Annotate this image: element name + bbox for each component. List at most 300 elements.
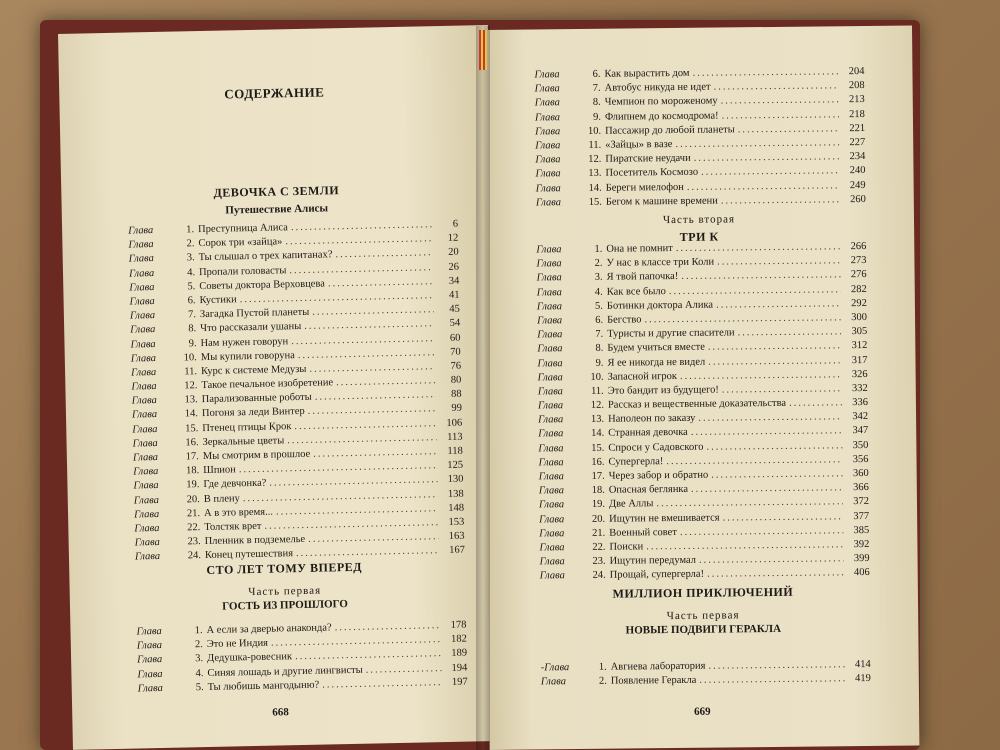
- dot-leader: [673, 241, 841, 254]
- chapter-title: Появление Геракла: [610, 674, 697, 687]
- dot-leader: [711, 80, 839, 92]
- chapter-number: 6.: [592, 68, 601, 80]
- chapter-page: 60: [449, 332, 461, 344]
- chapter-word: Глава: [535, 182, 561, 194]
- chapter-word: -Глава: [540, 662, 570, 674]
- chapter-title: Авгиева лаборатория: [610, 660, 706, 673]
- dot-leader: [333, 375, 435, 388]
- chapter-page: 54: [449, 317, 461, 330]
- chapter-number: 2.: [594, 257, 603, 270]
- chapter-page: 227: [849, 136, 866, 149]
- chapter-page: 163: [448, 530, 465, 543]
- chapter-number: 3.: [195, 653, 204, 665]
- chapter-page: 347: [852, 425, 869, 437]
- dot-leader: [325, 276, 434, 289]
- chapter-word: Глава: [128, 267, 155, 280]
- dot-leader: [698, 166, 840, 178]
- chapter-page: 240: [849, 165, 866, 177]
- chapter-page: 266: [850, 240, 867, 253]
- chapter-number: 18.: [185, 465, 200, 477]
- chapter-word: Глава: [137, 654, 163, 666]
- chapter-word: Глава: [134, 537, 160, 549]
- dot-leader: [703, 440, 842, 452]
- chapter-page: 312: [851, 340, 868, 352]
- chapter-word: Глава: [538, 442, 564, 455]
- chapter-title: Пассажир до любой планеты: [605, 124, 735, 137]
- chapter-page: 260: [849, 193, 866, 205]
- chapter-word: Глава: [539, 513, 565, 525]
- dot-leader: [684, 180, 840, 193]
- chapter-number: 22.: [187, 522, 201, 534]
- dot-leader: [705, 355, 841, 367]
- chapter-word: Глава: [540, 676, 566, 688]
- chapter-number: 1.: [194, 625, 203, 637]
- chapter-word: Глава: [535, 154, 561, 166]
- chapter-word: Глава: [537, 386, 563, 398]
- chapter-title: Мы смотрим в прошлое: [202, 448, 311, 463]
- chapter-page: 332: [851, 382, 868, 395]
- dot-leader: [718, 194, 840, 206]
- chapter-page: 113: [447, 431, 463, 443]
- chapter-number: 1.: [186, 224, 195, 236]
- dot-leader: [677, 369, 842, 382]
- chapter-page: 204: [848, 65, 865, 78]
- chapter-number: 17.: [591, 470, 605, 482]
- chapter-number: 13.: [590, 413, 605, 426]
- chapter-word: Глава: [537, 400, 564, 412]
- chapter-page: 148: [448, 502, 465, 514]
- chapter-page: 377: [853, 510, 870, 522]
- dot-leader: [363, 663, 442, 676]
- toc-entry: [541, 673, 871, 691]
- chapter-word: Глава: [538, 414, 564, 426]
- chapter-number: 4.: [187, 266, 196, 278]
- chapter-title: Что рассказали ушаны: [200, 321, 302, 335]
- chapter-word: Глава: [133, 480, 159, 492]
- chapter-title: Это бандит из будущего!: [607, 384, 719, 397]
- chapter-page: 106: [446, 417, 463, 429]
- chapter-title: Ты слышал о трех капитанах?: [198, 249, 333, 264]
- chapter-title: Дедушка-ровесник: [207, 651, 293, 665]
- chapter-page: 80: [450, 374, 462, 386]
- chapter-word: Глава: [537, 371, 563, 384]
- chapter-number: 23.: [187, 536, 201, 548]
- chapter-title: Мы купили говоруна: [200, 349, 295, 363]
- chapter-page: 305: [851, 326, 868, 338]
- chapter-word: Глава: [538, 485, 564, 497]
- chapter-number: 2.: [186, 238, 195, 250]
- chapter-number: 16.: [591, 456, 605, 468]
- dot-leader: [293, 545, 439, 559]
- chapter-title: Наполеон по заказу: [608, 413, 696, 425]
- chapter-title: Пленник в подземелье: [204, 534, 306, 548]
- chapter-page: 221: [849, 122, 866, 134]
- chapter-title: Загадка Пустой планеты: [199, 306, 310, 321]
- chapter-number: 16.: [185, 436, 199, 449]
- chapter-title: Преступница Алиса: [198, 222, 289, 236]
- chapter-page: 372: [853, 496, 870, 508]
- chapter-page: 194: [451, 662, 468, 674]
- dot-leader: [663, 454, 842, 467]
- chapter-word: Глава: [538, 456, 564, 469]
- dot-leader: [672, 137, 839, 150]
- chapter-number: 2.: [598, 675, 607, 687]
- dot-leader: [332, 620, 441, 633]
- dot-leader: [643, 539, 843, 552]
- chapter-word: Глава: [134, 551, 161, 563]
- chapter-page: 249: [849, 179, 866, 191]
- chapter-word: Глава: [538, 471, 564, 483]
- dot-leader: [719, 511, 843, 523]
- chapter-word: Глава: [536, 315, 563, 327]
- part-title-3: ТРИ К: [679, 229, 719, 244]
- chapter-page: 414: [854, 658, 871, 671]
- dot-leader: [677, 525, 843, 538]
- chapter-word: Глава: [539, 556, 565, 568]
- chapter-page: 99: [451, 403, 463, 415]
- chapter-page: 350: [852, 439, 869, 451]
- dot-leader: [292, 648, 441, 662]
- chapter-word: Глава: [536, 244, 562, 256]
- chapter-title: Военный совет: [609, 526, 677, 539]
- chapter-word: Глава: [128, 225, 154, 237]
- chapter-title: Бегом к машине времени: [605, 195, 718, 208]
- chapter-number: 15.: [185, 422, 199, 435]
- chapter-number: 20.: [591, 513, 606, 525]
- chapter-number: 12.: [184, 380, 198, 392]
- dot-leader: [284, 432, 437, 446]
- chapter-page: 197: [451, 676, 468, 688]
- dot-leader: [291, 418, 436, 432]
- spine-headband: [479, 30, 487, 70]
- chapter-title: Ты любишь мангодыню?: [207, 679, 320, 693]
- chapter-title: Автобус никуда не идет: [604, 81, 711, 94]
- dot-leader: [718, 95, 839, 107]
- chapter-word: Глава: [136, 625, 162, 638]
- chapter-title: Где девчонка?: [203, 478, 267, 491]
- chapter-word: Глава: [536, 286, 562, 299]
- page-number-left: 668: [272, 706, 289, 719]
- chapter-word: Глава: [129, 295, 155, 308]
- chapter-page: 76: [450, 360, 462, 372]
- chapter-title: В плену: [203, 492, 240, 505]
- chapter-title: Она не помнит: [606, 243, 673, 255]
- chapter-title: Нам нужен говорун: [200, 335, 289, 349]
- dot-leader: [309, 304, 434, 318]
- chapter-title: Супергерла!: [608, 455, 664, 468]
- chapter-page: 130: [447, 473, 464, 486]
- chapter-number: 5.: [187, 280, 196, 293]
- chapter-number: 5.: [195, 681, 204, 694]
- chapter-title: Ищутин не вмешивается: [609, 512, 720, 525]
- chapter-title: Посетитель Космозо: [605, 167, 699, 180]
- chapter-title: Кустики: [199, 294, 237, 307]
- chapter-page: 182: [450, 633, 467, 646]
- chapter-title: Две Аллы: [608, 498, 654, 511]
- chapter-word: Глава: [538, 499, 565, 511]
- chapter-number: 11.: [590, 385, 604, 397]
- chapter-number: 11.: [184, 366, 198, 378]
- chapter-number: 14.: [588, 182, 602, 194]
- toc-list-5: [541, 659, 871, 691]
- chapter-page: 419: [855, 673, 871, 685]
- chapter-word: Глава: [534, 97, 560, 109]
- chapter-word: Глава: [131, 409, 158, 421]
- chapter-title: У нас в классе три Коли: [606, 256, 715, 269]
- chapter-number: 10.: [183, 351, 197, 364]
- dot-leader: [273, 503, 438, 517]
- chapter-word: Глава: [132, 451, 159, 464]
- chapter-number: 23.: [592, 555, 606, 567]
- chapter-number: 8.: [592, 97, 601, 109]
- dot-leader: [688, 426, 842, 439]
- chapter-title: Рассказ и вещественные доказательства: [607, 397, 787, 411]
- chapter-number: 21.: [186, 507, 201, 520]
- dot-leader: [286, 262, 433, 276]
- chapter-word: Глава: [132, 423, 158, 436]
- chapter-number: 4.: [195, 667, 204, 679]
- chapter-title: Советы доктора Верховцева: [199, 278, 326, 292]
- chapter-word: Глава: [534, 69, 560, 81]
- toc-entry: [540, 567, 870, 585]
- chapter-title: Пиратские неудачи: [605, 152, 691, 165]
- contents-heading: СОДЕРЖАНИЕ: [224, 84, 325, 102]
- chapter-title: Погоня за леди Винтер: [201, 406, 305, 420]
- section-subtitle-1: Путешествие Алисы: [225, 202, 329, 217]
- toc-list-3: [534, 66, 865, 211]
- chapter-number: 5.: [594, 300, 603, 312]
- chapter-number: 1.: [594, 243, 603, 255]
- toc-list-1: [128, 219, 465, 566]
- chapter-page: 41: [448, 289, 460, 301]
- chapter-word: Глава: [537, 343, 563, 355]
- dot-leader: [713, 298, 841, 310]
- dot-leader: [288, 333, 435, 347]
- section-title-3: МИЛЛИОН ПРИКЛЮЧЕНИЙ: [612, 584, 794, 601]
- chapter-page: 356: [852, 453, 869, 465]
- chapter-word: Глава: [130, 352, 157, 365]
- left-page: [58, 25, 503, 750]
- chapter-page: 273: [850, 255, 867, 267]
- book-gutter: [476, 26, 490, 750]
- chapter-title: А в это время...: [203, 506, 274, 519]
- chapter-number: 15.: [588, 196, 602, 208]
- chapter-number: 3.: [186, 252, 195, 264]
- dot-leader: [735, 123, 839, 135]
- chapter-title: Это не Индия: [206, 637, 269, 651]
- chapter-page: 392: [853, 538, 870, 551]
- chapter-word: Глава: [131, 395, 157, 407]
- chapter-number: 15.: [591, 442, 605, 454]
- chapter-number: 14.: [184, 408, 199, 420]
- right-page: [482, 25, 920, 749]
- chapter-page: 342: [852, 411, 869, 423]
- chapter-word: Глава: [136, 640, 163, 652]
- chapter-number: 22.: [592, 541, 606, 553]
- chapter-word: Глава: [535, 196, 561, 209]
- chapter-page: 336: [852, 397, 868, 409]
- chapter-page: 178: [450, 619, 467, 631]
- chapter-word: Глава: [536, 300, 563, 313]
- toc-list-2: [136, 620, 467, 698]
- chapter-word: Глава: [130, 366, 157, 379]
- chapter-word: Глава: [536, 258, 562, 270]
- chapter-page: 292: [851, 297, 867, 309]
- chapter-title: Запасной игрок: [607, 370, 678, 383]
- chapter-word: Глава: [536, 272, 562, 284]
- section-subtitle-2: ГОСТЬ ИЗ ПРОШЛОГО: [222, 598, 348, 613]
- chapter-title: Поиски: [609, 541, 644, 553]
- chapter-number: 24.: [592, 570, 606, 582]
- chapter-page: 153: [448, 516, 465, 528]
- dot-leader: [696, 673, 845, 686]
- chapter-title: Пропали головасты: [198, 264, 287, 278]
- chapter-title: Чемпион по мороженому: [604, 95, 718, 109]
- chapter-word: Глава: [537, 329, 563, 341]
- chapter-page: 317: [851, 354, 868, 366]
- chapter-page: 282: [850, 283, 867, 295]
- chapter-title: Береги миелофон: [605, 181, 684, 194]
- chapter-title: А если за дверью анаконда?: [206, 622, 332, 637]
- chapter-word: Глава: [128, 253, 154, 265]
- section-title-2: СТО ЛЕТ ТОМУ ВПЕРЕД: [206, 559, 363, 578]
- chapter-number: 9.: [188, 337, 197, 349]
- chapter-word: Глава: [130, 324, 156, 336]
- chapter-page: 6: [452, 218, 459, 230]
- page-number-right: 669: [694, 705, 711, 718]
- chapter-word: Глава: [133, 494, 160, 507]
- dot-leader: [310, 446, 437, 460]
- chapter-number: 12.: [588, 153, 602, 166]
- chapter-word: Глава: [132, 437, 158, 450]
- dot-leader: [719, 109, 839, 121]
- chapter-word: Глава: [137, 682, 163, 695]
- chapter-number: 17.: [185, 451, 199, 463]
- chapter-title: Туристы и другие спасители: [607, 327, 735, 340]
- chapter-title: Флипнем до космодрома!: [604, 110, 719, 123]
- dot-leader: [691, 151, 840, 164]
- chapter-title: Курс к системе Медузы: [200, 363, 307, 377]
- chapter-page: 138: [447, 488, 464, 500]
- dot-leader: [688, 482, 843, 495]
- chapter-title: Ботинки доктора Алика: [606, 299, 714, 312]
- dot-leader: [268, 634, 441, 649]
- section-subtitle-3: НОВЫЕ ПОДВИГИ ГЕРАКЛА: [625, 622, 782, 637]
- chapter-word: Глава: [137, 668, 163, 681]
- chapter-page: 213: [848, 94, 865, 106]
- chapter-page: 208: [848, 80, 865, 92]
- chapter-page: 326: [851, 368, 868, 380]
- chapter-number: 20.: [186, 493, 200, 505]
- chapter-title: Я твой папочка!: [606, 271, 679, 284]
- chapter-number: 8.: [188, 323, 197, 335]
- chapter-title: Будем учиться вместе: [607, 341, 705, 355]
- chapter-word: Глава: [534, 83, 560, 95]
- chapter-page: 385: [853, 524, 870, 536]
- chapter-number: 9.: [595, 357, 604, 369]
- section-title-1: ДЕВОЧКА С ЗЕМЛИ: [213, 183, 340, 200]
- chapter-number: 24.: [187, 550, 202, 562]
- chapter-word: Глава: [539, 570, 565, 582]
- dot-leader: [735, 326, 842, 338]
- chapter-word: Глава: [534, 111, 561, 124]
- chapter-title: Синяя лошадь и другие лингвисты: [207, 664, 363, 679]
- toc-list-4: [536, 241, 870, 585]
- dot-leader: [666, 284, 841, 297]
- chapter-title: Странная девочка: [608, 427, 688, 440]
- dot-leader: [319, 677, 442, 691]
- dot-leader: [653, 497, 843, 510]
- chapter-number: 3.: [594, 272, 603, 284]
- dot-leader: [266, 475, 437, 490]
- chapter-word: Глава: [535, 125, 561, 138]
- chapter-page: 399: [853, 553, 870, 565]
- dot-leader: [705, 341, 842, 353]
- chapter-number: 8.: [595, 343, 604, 355]
- dot-leader: [295, 347, 435, 361]
- chapter-title: Парализованные роботы: [201, 392, 312, 406]
- chapter-page: 34: [448, 275, 460, 287]
- chapter-number: 19.: [186, 479, 200, 491]
- chapter-number: 18.: [591, 484, 605, 497]
- chapter-word: Глава: [129, 310, 156, 322]
- chapter-word: Глава: [131, 381, 157, 393]
- chapter-title: Как вырастить дом: [604, 67, 690, 80]
- chapter-word: Глава: [535, 140, 561, 152]
- chapter-number: 12.: [590, 399, 604, 411]
- dot-leader: [641, 312, 841, 325]
- chapter-word: Глава: [128, 239, 154, 251]
- chapter-title: Ищутин передумал: [609, 554, 697, 567]
- chapter-page: 70: [450, 346, 461, 358]
- chapter-number: 6.: [187, 295, 196, 307]
- chapter-number: 7.: [595, 328, 604, 340]
- toc-entry: [536, 194, 866, 212]
- chapter-page: 276: [850, 269, 867, 281]
- chapter-number: 13.: [184, 394, 198, 406]
- chapter-word: Глава: [535, 168, 561, 180]
- chapter-page: 360: [852, 467, 869, 480]
- chapter-number: 4.: [594, 286, 603, 298]
- dot-leader: [288, 219, 432, 233]
- chapter-number: 2.: [194, 639, 203, 651]
- chapter-number: 14.: [591, 428, 605, 440]
- dot-leader: [306, 361, 435, 375]
- chapter-title: Такое печальное изобретение: [201, 377, 334, 392]
- dot-leader: [678, 270, 840, 283]
- chapter-page: 88: [451, 388, 462, 401]
- dot-leader: [305, 531, 439, 545]
- dot-leader: [714, 255, 840, 267]
- chapter-word: Глава: [538, 428, 564, 440]
- chapter-page: 218: [849, 108, 865, 120]
- chapter-word: Глава: [134, 522, 160, 535]
- chapter-page: 406: [853, 567, 870, 579]
- chapter-title: Сорок три «зайца»: [198, 236, 283, 250]
- dot-leader: [719, 383, 842, 395]
- chapter-title: Птенец птицы Крок: [202, 420, 292, 434]
- chapter-page: 12: [447, 232, 459, 245]
- chapter-number: 10.: [590, 371, 604, 383]
- chapter-page: 189: [451, 647, 468, 660]
- chapter-page: 125: [447, 459, 464, 472]
- part-label-4: Часть первая: [666, 609, 740, 623]
- dot-leader: [261, 517, 438, 532]
- chapter-page: 234: [849, 151, 866, 163]
- chapter-number: 13.: [588, 168, 602, 180]
- dot-leader: [282, 233, 432, 247]
- dot-leader: [301, 318, 434, 332]
